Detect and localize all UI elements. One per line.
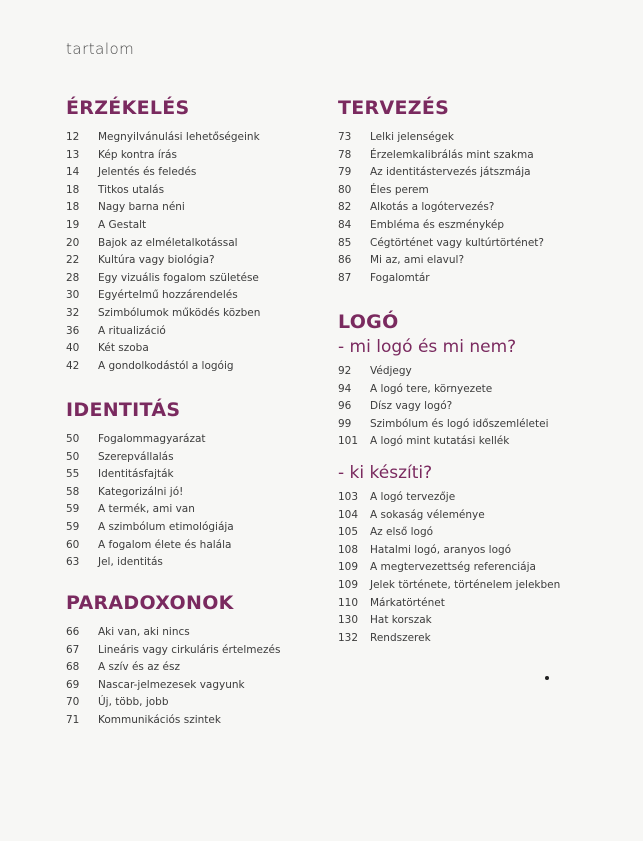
page-number: 40 <box>66 342 80 355</box>
section-paradoxonok <box>66 592 280 730</box>
entry-title: A ritualizáció <box>98 324 166 337</box>
page-number: 14 <box>66 166 80 179</box>
entry-title: Új, több, jobb <box>98 696 169 709</box>
toc-entry <box>66 287 260 305</box>
page-number: 78 <box>338 148 352 161</box>
page-number: 67 <box>66 643 80 656</box>
toc-entry <box>338 577 560 595</box>
page-number: 50 <box>66 450 80 463</box>
entry-title: Fogalommagyarázat <box>98 433 206 445</box>
page-number: 82 <box>338 201 352 214</box>
toc-entry <box>338 595 560 613</box>
page-number: 42 <box>66 359 80 372</box>
entry-title: Aki van, aki nincs <box>98 626 190 638</box>
page-number: 60 <box>66 538 80 551</box>
section-erzekeles <box>66 97 260 375</box>
page-number: 92 <box>338 365 352 377</box>
page-number: 50 <box>66 433 80 445</box>
entry-list <box>338 489 560 647</box>
toc-entry <box>338 164 544 182</box>
page-number: 59 <box>66 520 80 533</box>
entry-title: Lineáris vagy cirkuláris értelmezés <box>98 643 281 656</box>
toc-entry <box>66 554 234 572</box>
toc-entry <box>338 147 544 165</box>
page-number: 68 <box>66 661 80 674</box>
entry-title: A logó mint kutatási kellék <box>370 435 510 448</box>
entry-title: Lelki jelenségek <box>370 131 454 143</box>
entry-title: Jelek története, történelem jelekben <box>370 578 561 591</box>
page-number: 109 <box>338 561 359 574</box>
entry-title: Kép kontra írás <box>98 148 177 161</box>
entry-title: A logó tervezője <box>370 490 456 503</box>
toc-entry <box>66 694 280 712</box>
page-number: 20 <box>66 236 80 249</box>
page-number: 55 <box>66 468 80 481</box>
page-number: 32 <box>66 306 80 319</box>
entry-title: Szerepvállalás <box>98 450 174 463</box>
toc-entry <box>338 182 544 200</box>
entry-title: A Gestalt <box>98 218 147 231</box>
section-heading: ÉRZÉKELÉS <box>66 97 190 119</box>
entry-title: Éles perem <box>370 183 429 196</box>
entry-title: A szív és az ész <box>98 661 180 674</box>
toc-entry <box>66 519 234 537</box>
page-number: 110 <box>338 596 359 609</box>
toc-entry <box>66 449 234 467</box>
entry-title: Szimbólumok működés közben <box>98 306 261 319</box>
page-number: 99 <box>338 417 352 430</box>
entry-title: Nascar-jelmezesek vagyunk <box>98 678 245 691</box>
toc-entry <box>66 323 260 341</box>
page-number: 86 <box>338 254 352 267</box>
toc-entry <box>66 305 260 323</box>
entry-title: Az identitástervezés játszmája <box>370 166 531 179</box>
entry-title: A szimbólum etimológiája <box>98 520 234 533</box>
section-heading: LOGÓ <box>338 311 399 333</box>
toc-entry <box>66 358 260 376</box>
toc-entry <box>338 433 560 451</box>
toc-entry <box>338 542 560 560</box>
page-number: 96 <box>338 400 352 413</box>
toc-entry <box>66 659 280 677</box>
page-number: 85 <box>338 236 352 249</box>
toc-entry <box>66 466 234 484</box>
entry-title: Kategorizálni jó! <box>98 485 184 498</box>
section-heading: TERVEZÉS <box>338 97 450 119</box>
entry-title: Dísz vagy logó? <box>370 400 453 413</box>
page-number: 71 <box>66 713 80 726</box>
entry-title: Fogalomtár <box>370 271 430 284</box>
entry-list <box>338 129 544 287</box>
entry-title: Identitásfajták <box>98 468 174 481</box>
section-tervezes <box>338 97 544 287</box>
entry-title: Cégtörténet vagy kultúrtörténet? <box>370 236 544 249</box>
toc-entry <box>338 381 560 399</box>
toc-entry <box>338 270 544 288</box>
page-number: 66 <box>66 626 80 638</box>
subheading-ki-kesziti: - ki készíti? <box>338 462 433 483</box>
entry-title: Védjegy <box>370 365 412 377</box>
stray-dot <box>545 676 549 680</box>
entry-title: Egy vizuális fogalom születése <box>98 271 259 284</box>
page-number: 94 <box>338 382 352 395</box>
entry-title: Megnyilvánulási lehetőségeink <box>98 131 260 143</box>
toc-entry <box>66 501 234 519</box>
entry-title: Az első logó <box>370 526 434 539</box>
entry-title: Embléma és eszménykép <box>370 218 505 231</box>
entry-title: Márkatörténet <box>370 596 445 609</box>
entry-title: Kommunikációs szintek <box>98 713 221 726</box>
entry-title: Hatalmi logó, aranyos logó <box>370 543 512 556</box>
page-title: tartalom <box>66 40 135 58</box>
section-logo <box>338 311 560 647</box>
page-number: 79 <box>338 166 352 179</box>
toc-entry <box>66 217 260 235</box>
entry-list <box>66 431 234 572</box>
entry-list <box>338 363 560 451</box>
toc-entry <box>66 129 260 147</box>
entry-title: Egyértelmű hozzárendelés <box>98 289 238 302</box>
page-number: 130 <box>338 614 359 627</box>
entry-title: Hat korszak <box>370 614 432 627</box>
page-number: 18 <box>66 183 80 196</box>
entry-title: A fogalom élete és halála <box>98 538 232 551</box>
toc-entry <box>66 537 234 555</box>
entry-title: Érzelemkalibrálás mint szakma <box>370 148 534 161</box>
page-number: 101 <box>338 435 359 448</box>
toc-entry <box>66 642 280 660</box>
page-number: 36 <box>66 324 80 337</box>
entry-title: Kultúra vagy biológia? <box>98 254 215 267</box>
toc-entry <box>338 235 544 253</box>
entry-title: Bajok az elméletalkotással <box>98 236 238 249</box>
page-number: 12 <box>66 131 80 143</box>
page-number: 13 <box>66 148 80 161</box>
toc-entry <box>66 235 260 253</box>
page-number: 18 <box>66 201 80 214</box>
entry-title: Mi az, ami elavul? <box>370 254 465 267</box>
toc-entry <box>66 270 260 288</box>
toc-entry <box>338 524 560 542</box>
toc-entry <box>66 431 234 449</box>
entry-title: A sokaság véleménye <box>370 508 485 521</box>
page-number: 103 <box>338 490 359 503</box>
entry-list <box>66 129 260 375</box>
section-heading: PARADOXONOK <box>66 592 234 614</box>
toc-entry <box>338 252 544 270</box>
toc-entry <box>338 416 560 434</box>
page-number: 108 <box>338 543 359 556</box>
entry-title: Szimbólum és logó időszemléletei <box>370 417 549 430</box>
toc-entry <box>338 612 560 630</box>
entry-title: A gondolkodástól a logóig <box>98 359 234 372</box>
page-number: 105 <box>338 526 359 539</box>
page-number: 63 <box>66 556 80 569</box>
page-number: 19 <box>66 218 80 231</box>
section-heading: IDENTITÁS <box>66 399 181 421</box>
toc-entry <box>66 252 260 270</box>
entry-title: Rendszerek <box>370 631 431 644</box>
toc-entry <box>66 712 280 730</box>
page-number: 30 <box>66 289 80 302</box>
toc-entry <box>66 147 260 165</box>
entry-title: Jel, identitás <box>98 556 163 569</box>
toc-entry <box>66 164 260 182</box>
toc-entry <box>338 363 560 381</box>
page-number: 104 <box>338 508 359 521</box>
toc-entry <box>338 217 544 235</box>
page-number: 69 <box>66 678 80 691</box>
page-number: 59 <box>66 503 80 516</box>
page-number: 70 <box>66 696 80 709</box>
toc-entry <box>66 484 234 502</box>
toc-entry <box>66 340 260 358</box>
toc-entry <box>66 677 280 695</box>
entry-title: A termék, ami van <box>98 503 195 516</box>
page-number: 87 <box>338 271 352 284</box>
page-number: 28 <box>66 271 80 284</box>
section-identitas <box>66 399 234 572</box>
subheading-mi-logo: - mi logó és mi nem? <box>338 337 517 357</box>
toc-entry <box>338 630 560 648</box>
page-number: 73 <box>338 131 352 143</box>
page-number: 109 <box>338 578 359 591</box>
entry-title: Két szoba <box>98 342 149 355</box>
toc-entry <box>338 129 544 147</box>
toc-entry <box>338 398 560 416</box>
entry-title: Jelentés és feledés <box>98 166 197 179</box>
page-number: 80 <box>338 183 352 196</box>
entry-list <box>66 624 280 730</box>
page-number: 22 <box>66 254 80 267</box>
toc-entry <box>66 182 260 200</box>
toc-entry <box>66 624 280 642</box>
entry-title: A logó tere, környezete <box>370 382 493 395</box>
toc-entry <box>338 199 544 217</box>
entry-title: Nagy barna néni <box>98 201 185 214</box>
page-number: 84 <box>338 218 352 231</box>
toc-entry <box>338 559 560 577</box>
toc-entry <box>338 507 560 525</box>
page-number: 58 <box>66 485 80 498</box>
entry-title: A megtervezettség referenciája <box>370 561 536 574</box>
entry-title: Titkos utalás <box>98 183 165 196</box>
entry-title: Alkotás a logótervezés? <box>370 201 495 214</box>
page-number: 132 <box>338 631 359 644</box>
toc-entry <box>338 489 560 507</box>
toc-entry <box>66 199 260 217</box>
